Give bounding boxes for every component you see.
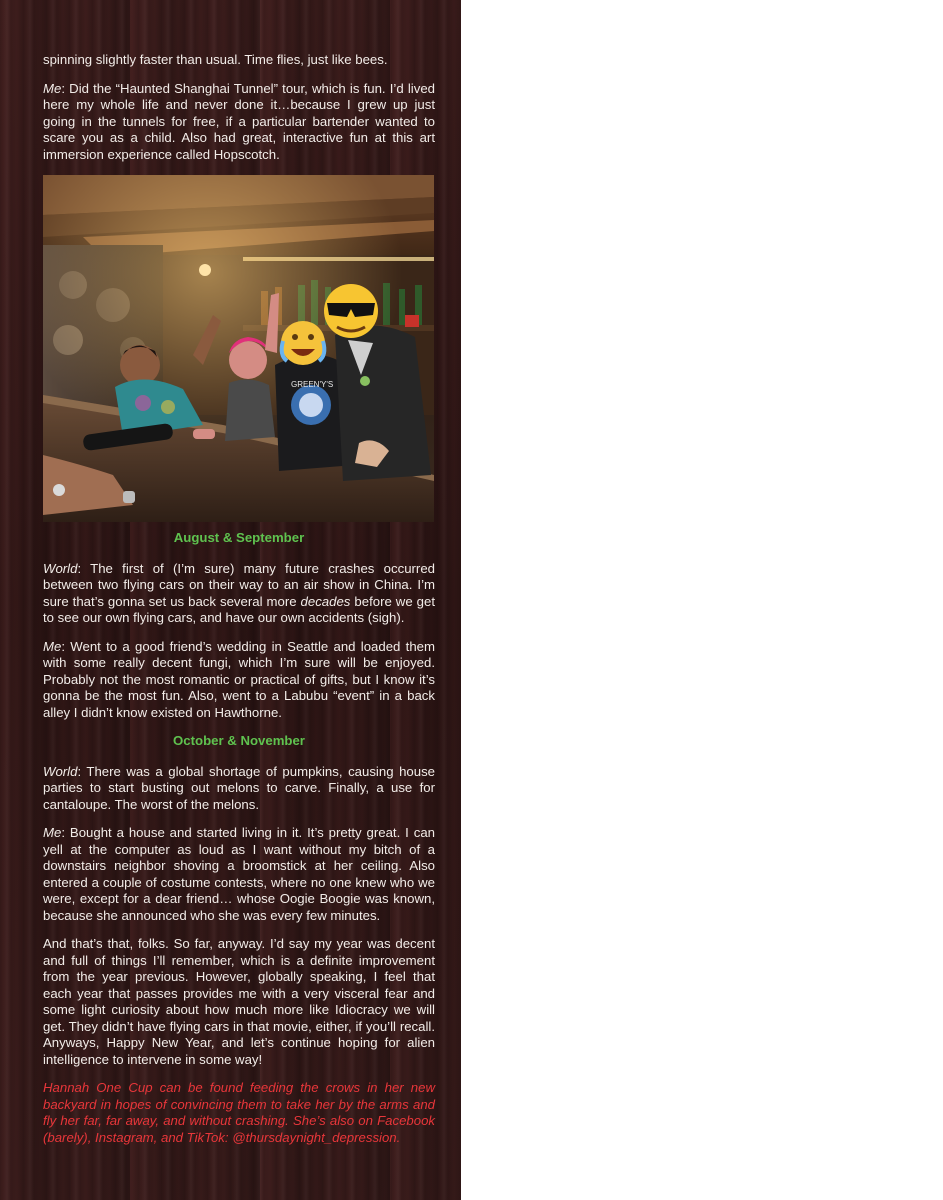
- me-paragraph-july: [43, 81, 435, 164]
- world-paragraph-aug-sep: [43, 561, 435, 627]
- world-paragraph-oct-nov: [43, 764, 435, 814]
- world-text-a: : The first of (I’m sure) many future crashes occurred between two flying cars on their way to an air show in China. I’m sure that’s gonna set us back several more: [43, 560, 435, 609]
- me-label: Me: [43, 638, 62, 654]
- article-body: [43, 52, 435, 1146]
- section-heading-aug-sep: August & September: [173, 530, 305, 545]
- me-label: Me: [43, 80, 62, 96]
- world-text: : There was a global shortage of pumpkins, causing house parties to start busting out melons to carve. Finally, a use for cantaloupe. The worst of the melons.: [43, 763, 435, 812]
- section-heading-oct-nov: October & November: [173, 733, 305, 748]
- bar-photo: [43, 175, 434, 522]
- author-bio: Hannah One Cup can be found feeding the crows in her new backyard in hopes of convincing them to take her by the arms and fly her far, far away, and without crashing. She’s also on Facebook (barely), Instagram, and TikTok: @thursdaynight_depression.: [43, 1080, 435, 1145]
- me-text: : Bought a house and started living in it. It’s pretty great. I can yell at the computer as loud as I want without my bitch of a downstairs neighbor shoving a broomstick at her ceiling. Also entered a couple of costume contests, where no one knew who we were, except for a dear friend… whose Oogie Boogie was known, because she announced who she was every few minutes.: [43, 825, 435, 923]
- wood-text-column: [0, 0, 461, 1200]
- me-paragraph-oct-nov: [43, 825, 435, 924]
- me-label: Me: [43, 825, 62, 840]
- bar-photo-illustration: [43, 175, 434, 522]
- world-emphasis: decades: [300, 593, 351, 609]
- me-text: : Went to a good friend’s wedding in Seattle and loaded them with some really decent fungi, which I’m sure will be enjoyed. Probably not the most romantic or practical of gifts, but I know it’s gonna be the most fun. Also, went to a Labubu “event” in a back alley I didn’t know existed on Hawthorne.: [43, 638, 435, 720]
- me-text: : Did the “Haunted Shanghai Tunnel” tour, which is fun. I’d lived here my whole life and never done it…because I grew up just going in the tunnels for free, if a particular bartender wanted to scare you as a child. Also had great, interactive fun at this art immersion experience called Hopscotch.: [43, 80, 435, 162]
- world-label: World: [43, 763, 78, 779]
- closing-paragraph: And that’s that, folks. So far, anyway. I’d say my year was decent and full of things I’ll remember, which is a definite improvement from the year previous. However, globally speaking, I feel that each year that passes provides me with a very visceral fear and some light curiosity about how much more like Idiocracy we will get. They didn’t have flying cars in that movie, either, if you’ll recall. Anyways, Happy New Year, and let’s continue hoping for alien intelligence to intervene in some way!: [43, 936, 435, 1067]
- world-label: World: [43, 560, 78, 576]
- intro-line: spinning slightly faster than usual. Time flies, just like bees.: [43, 52, 388, 67]
- me-paragraph-aug-sep: [43, 639, 435, 722]
- shirt-print-text: GREEN'Y'S: [291, 380, 334, 389]
- world-text-b: before we get to see our own flying cars, and have our own accidents (sigh).: [43, 593, 435, 625]
